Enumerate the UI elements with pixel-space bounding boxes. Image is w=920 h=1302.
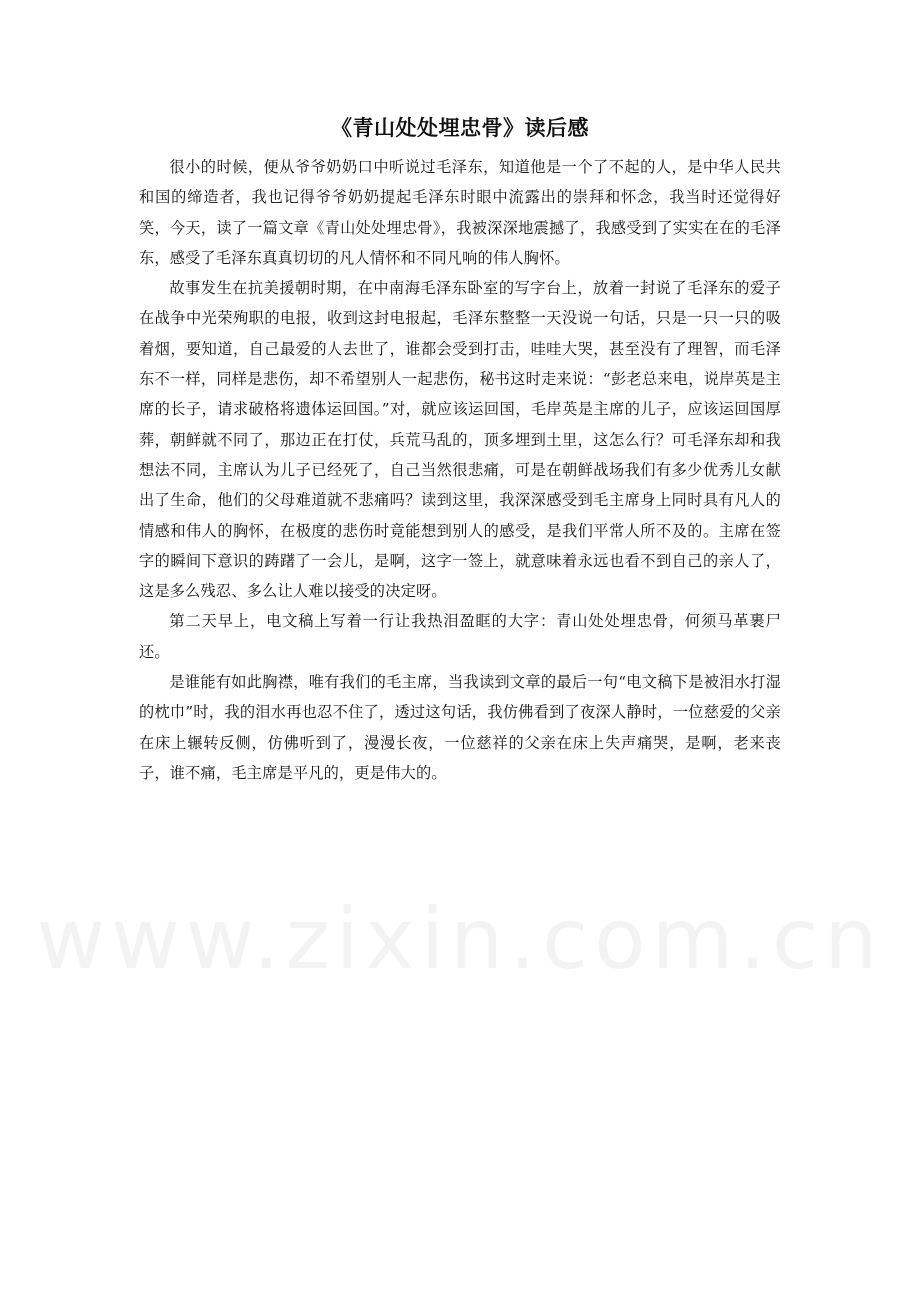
document-body	[139, 152, 781, 788]
document-title: 《青山处处埋忠骨》读后感	[331, 115, 589, 140]
paragraph-1: 很小的时候，便从爷爷奶奶口中听说过毛泽东，知道他是一个了不起的人，是中华人民共和国的缔造者，我也记得爷爷奶奶提起毛泽东时眼中流露出的崇拜和怀念，我当时还觉得好笑，今天，读了一篇文章《青山处处埋忠骨》，我被深深地震撼了，我感受到了实实在在的毛泽东，感受了毛泽东真真切切的凡人情怀和不同凡响的伟人胸怀。	[139, 158, 781, 267]
paragraph-2: 故事发生在抗美援朝时期，在中南海毛泽东卧室的写字台上，放着一封说了毛泽东的爱子在战争中光荣殉职的电报，收到这封电报起，毛泽东整整一天没说一句话，只是一只一只的吸着烟，要知道，自己最爱的人去世了，谁都会受到打击，哇哇大哭，甚至没有了理智，而毛泽东不一样，同样是悲伤，却不希望别人一起悲伤，秘书这时走来说：“彭老总来电，说岸英是主席的长子，请求破格将遗体运回国。”对，就应该运回国，毛岸英是主席的儿子，应该运回国厚葬，朝鲜就不同了，那边正在打仗，兵荒马乱的，顶多埋到土里，这怎么行？可毛泽东却和我想法不同，主席认为儿子已经死了，自己当然很悲痛，可是在朝鲜战场我们有多少优秀儿女献出了生命，他们的父母难道就不悲痛吗？读到这里，我深深感受到毛主席身上同时具有凡人的情感和伟人的胸怀，在极度的悲伤时竟能想到别人的感受，是我们平常人所不及的。主席在签字的瞬间下意识的踌躇了一会儿，是啊，这字一签上，就意味着永远也看不到自己的亲人了，这是多么残忍、多么让人难以接受的决定呀。	[139, 279, 781, 601]
paragraph-4: 是谁能有如此胸襟，唯有我们的毛主席，当我读到文章的最后一句“电文稿下是被泪水打湿的枕巾”时，我的泪水再也忍不住了，透过这句话，我仿佛看到了夜深人静时，一位慈爱的父亲在床上辗转反侧，仿佛听到了，漫漫长夜，一位慈祥的父亲在床上失声痛哭，是啊，老来丧子，谁不痛，毛主席是平凡的，更是伟大的。	[139, 673, 781, 782]
watermark: www.zixin.com.cn	[36, 890, 884, 988]
paragraph-3: 第二天早上，电文稿上写着一行让我热泪盈眶的大字：青山处处埋忠骨，何须马革裹尸还。	[139, 612, 781, 661]
